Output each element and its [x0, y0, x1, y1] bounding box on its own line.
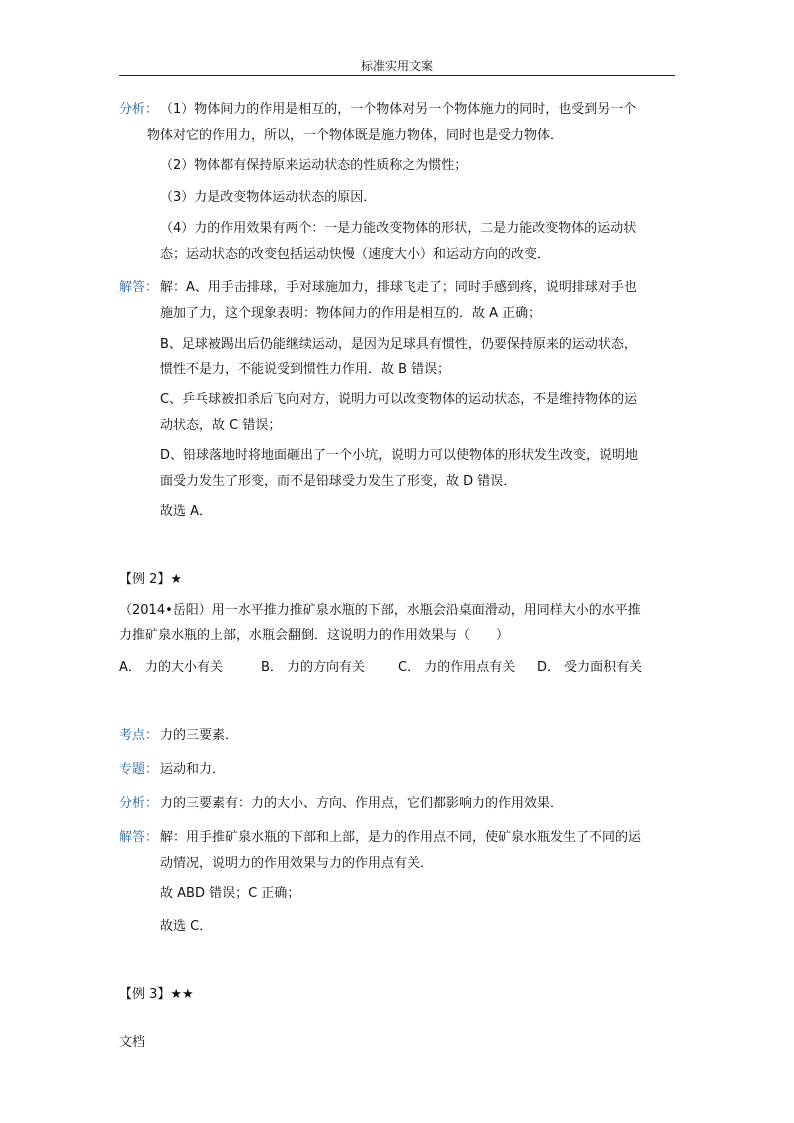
- fenxi-point-2: （2）物体都有保持原来运动状态的性质称之为惯性；: [160, 158, 468, 173]
- kaodian-label: 考点：: [119, 728, 159, 743]
- option-d: D． 受力面积有关: [537, 660, 643, 675]
- fenxi-line-1: （1）物体间力的作用是相互的，一个物体对另一个物体施力的同时，也受到另一个: [160, 102, 637, 117]
- example-2-question-line-2: 力推矿泉水瓶的上部，水瓶会翻倒．这说明力的作用效果与（ ）: [119, 628, 510, 643]
- example-2-fenxi-text: 力的三要素有：力的大小、方向、作用点，它们都影响力的作用效果．: [160, 796, 564, 811]
- example-2-heading: 【例 2】★: [119, 572, 183, 587]
- fenxi-label: 分析：: [119, 102, 159, 117]
- answer-choice: 故选 A．: [160, 504, 213, 519]
- example-2-answer-choice: 故选 C．: [160, 919, 213, 934]
- jieda-a-line-1: 解：A、用手击排球，手对球施加力，排球飞走了；同时手感到疼，说明排球对手也: [160, 280, 637, 295]
- jieda-label: 解答：: [119, 280, 159, 295]
- example-2-jieda-label: 解答：: [119, 830, 159, 845]
- option-c: C． 力的作用点有关: [398, 660, 516, 675]
- jieda-a-line-2: 施加了力，这个现象表明：物体间力的作用是相互的．故 A 正确；: [160, 306, 542, 321]
- option-a: A． 力的大小有关: [119, 660, 224, 675]
- jieda-b-line-2: 惯性不是力，不能说受到惯性力作用．故 B 错误；: [160, 362, 451, 377]
- fenxi-point-4-line-2: 态；运动状态的改变包括运动快慢（速度大小）和运动方向的改变．: [160, 247, 551, 262]
- jieda-d-line-2: 面受力发生了形变，而不是铅球受力发生了形变，故 D 错误．: [160, 474, 517, 489]
- example-3-heading: 【例 3】★★: [119, 987, 194, 1002]
- header-rule: [119, 75, 675, 76]
- fenxi-line-2: 物体对它的作用力，所以，一个物体既是施力物体，同时也是受力物体．: [147, 128, 564, 143]
- jieda-c-line-1: C、乒乓球被扣杀后飞向对方，说明力可以改变物体的运动状态，不是维持物体的运: [160, 392, 638, 407]
- fenxi-point-4-line-1: （4）力的作用效果有两个：一是力能改变物体的形状，二是力能改变物体的运动状: [160, 221, 637, 236]
- zhuanti-label: 专题：: [119, 762, 159, 777]
- page-footer: 文档: [119, 1035, 146, 1050]
- example-2-jieda-line-1: 解：用手推矿泉水瓶的下部和上部，是力的作用点不同，使矿泉水瓶发生了不同的运: [160, 830, 642, 845]
- jieda-d-line-1: D、铅球落地时将地面砸出了一个小坑，说明力可以使物体的形状发生改变，说明地: [160, 448, 639, 463]
- fenxi-point-3: （3）力是改变物体运动状态的原因．: [160, 190, 377, 205]
- example-2-jieda-line-2: 动情况，说明力的作用效果与力的作用点有关．: [160, 856, 434, 871]
- example-2-jieda-line-3: 故 ABD 错误；C 正确；: [160, 886, 301, 901]
- zhuanti-text: 运动和力．: [160, 762, 226, 777]
- page-header: 标准实用文案: [360, 59, 433, 73]
- jieda-c-line-2: 动状态，故 C 错误；: [160, 418, 282, 433]
- example-2-fenxi-label: 分析：: [119, 796, 159, 811]
- option-b: B． 力的方向有关: [261, 660, 366, 675]
- jieda-b-line-1: B、足球被踢出后仍能继续运动，是因为足球具有惯性，仍要保持原来的运动状态，: [160, 337, 637, 352]
- example-2-question-line-1: （2014•岳阳）用一水平推力推矿泉水瓶的下部，水瓶会沿桌面滑动，用同样大小的水平推: [119, 603, 641, 618]
- kaodian-text: 力的三要素．: [160, 728, 239, 743]
